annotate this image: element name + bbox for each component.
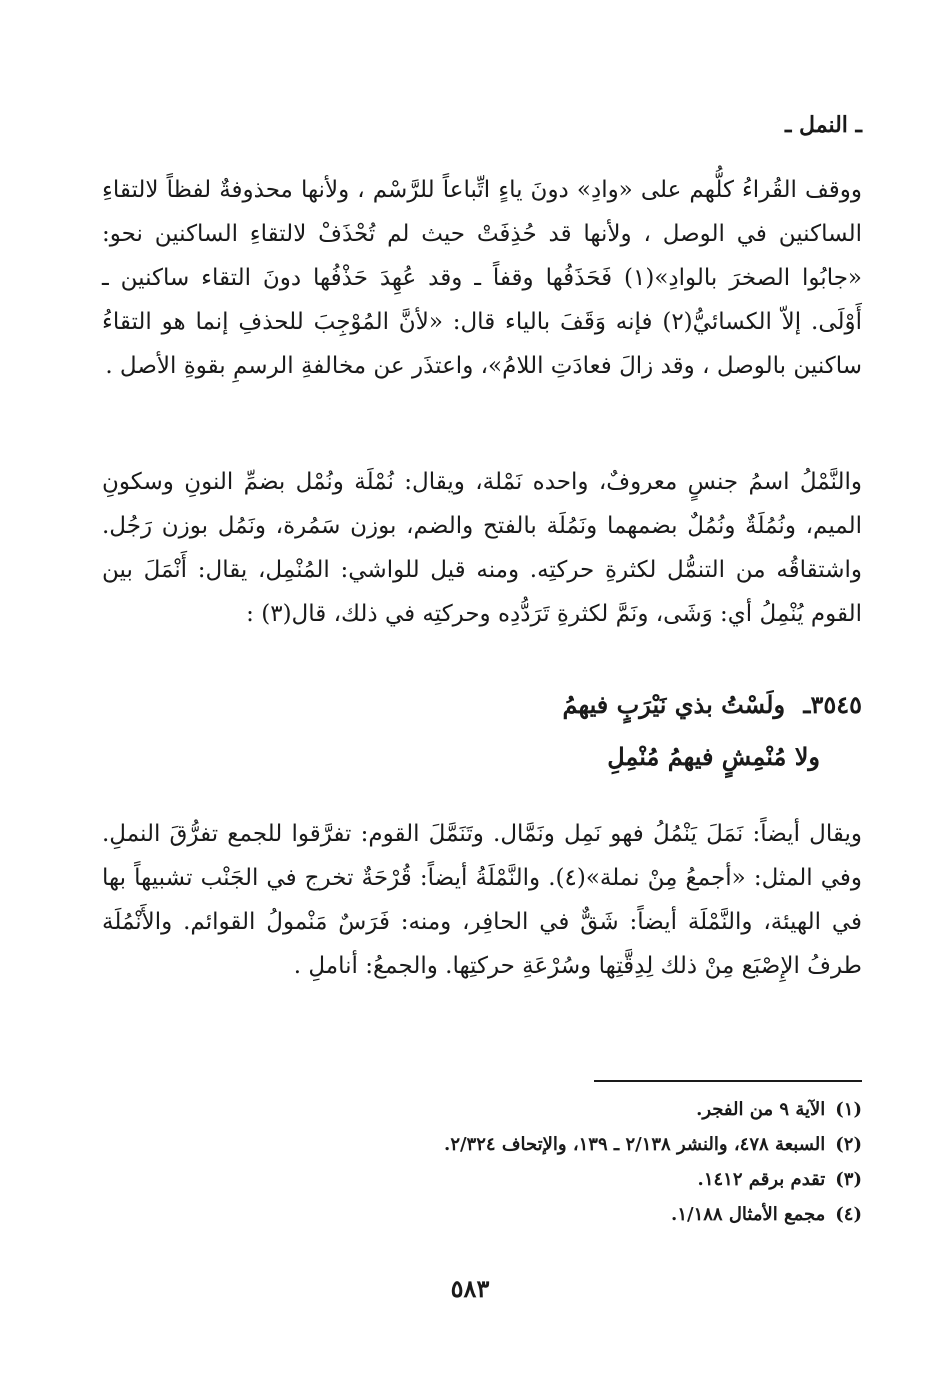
footnote-number: (١) (835, 1099, 862, 1120)
footnote-3 (102, 1162, 862, 1197)
verse-number: ٣٥٤٥ـ (803, 690, 862, 719)
verse-line-2 (60, 742, 820, 771)
paragraph-naml-definition (102, 460, 862, 636)
page-number: ٥٨٣ (450, 1274, 490, 1303)
footnote-1 (102, 1092, 862, 1127)
paragraph-waqf (102, 168, 862, 388)
paragraph-text: ووقف القُراءُ كلُّهم على «وادِ» دونَ ياءٍ اتِّباعاً للرَّسْم ، ولأنها محذوفةٌ لفظاً لالتقاءِ الساكنين في الوصل ، ولأنها قد حُذِفَتْ حيث لم تُحْذَفْ لالتقاءِ الساكنين نحو: «جابُوا الصخرَ بالوادِ»(١) فَحَذَفُها وقفاً ـ وقد عُهِدَ حَذْفُها دونَ التقاء ساكنين ـ أَوْلَى. إلاّ الكسائيُّ(٢) فإنه وَقَفَ بالياء قال: «لأنَّ المُوْجِبَ للحذفِ إنما هو التقاءُ ساكنين بالوصل ، وقد زالَ فعادَتِ اللامُ»، واعتذَر عن مخالفةِ الرسمِ بقوةِ الأصل . (102, 177, 862, 379)
footnote-2 (102, 1127, 862, 1162)
footnote-separator (594, 1080, 862, 1082)
footnote-text: السبعة ٤٧٨، والنشر ٢/١٣٨ ـ ١٣٩، والإتحاف ٢/٣٢٤. (444, 1134, 826, 1155)
footnote-text: الآية ٩ من الفجر. (696, 1099, 826, 1120)
running-header: ـ النمل ـ (784, 112, 862, 138)
verse-hemistich-1: ولَسْتُ بذي نَيْرَبٍ فيهمُ (562, 690, 786, 719)
verse-line-1 (102, 690, 862, 719)
verse-hemistich-2: ولا مُنْمِشٍ فيهمُ مُنْمِلِ (607, 742, 820, 771)
footnote-number: (٣) (835, 1169, 862, 1190)
paragraph-text: والنَّمْلُ اسمُ جنسٍ معروفٌ، واحده نَمْلة، ويقال: نُمْلَة ونُمْل بضمِّ النونِ وسكونِ الميم، ونُمُلَةٌ ونُمُلٌ بضمهما ونَمُلَة بالفتح والضم، بوزن سَمُرة، ونَمُل بوزن رَجُل. واشتقاقُه من التنمُّل لكثرةِ حركتِه. ومنه قيل للواشي: المُنْمِل، يقال: أَنْمَلَ بين القوم يُنْمِلُ أي: وَشَى، ونَمَّ لكثرةِ تَرَدُّدِه وحركتِه في ذلك، قال(٣) : (102, 469, 862, 627)
paragraph-naml-derivatives (102, 812, 862, 988)
footnote-number: (٤) (835, 1204, 862, 1225)
footnote-number: (٢) (835, 1134, 862, 1155)
paragraph-text: ويقال أيضاً: نَمَلَ يَنْمُلُ فهو نَمِل ونَمَّال. وتَنَمَّلَ القوم: تفرَّقوا للجمع تفرُّقَ النملِ. وفي المثل: «أجمعُ مِنْ نملة»(٤). والنَّمْلَةُ أيضاً: قُرْحَةٌ تخرج في الجَنْب تشبيهاً بها في الهيئة، والنَّمْلَة أيضاً: شَقٌّ في الحافِر، ومنه: فَرَسٌ مَنْمولُ القوائم. والأَنْمُلَة طرفُ الإِصْبَع مِنْ ذلك لِدِقَّتِها وسُرْعَةِ حركتِها. والجمعُ: أناملِ . (102, 821, 862, 979)
footnote-text: تقدم برقم ١٤١٢. (697, 1169, 826, 1190)
footnote-4 (102, 1197, 862, 1232)
footnotes (102, 1092, 862, 1232)
footnote-text: مجمع الأمثال ١/١٨٨. (671, 1204, 826, 1225)
